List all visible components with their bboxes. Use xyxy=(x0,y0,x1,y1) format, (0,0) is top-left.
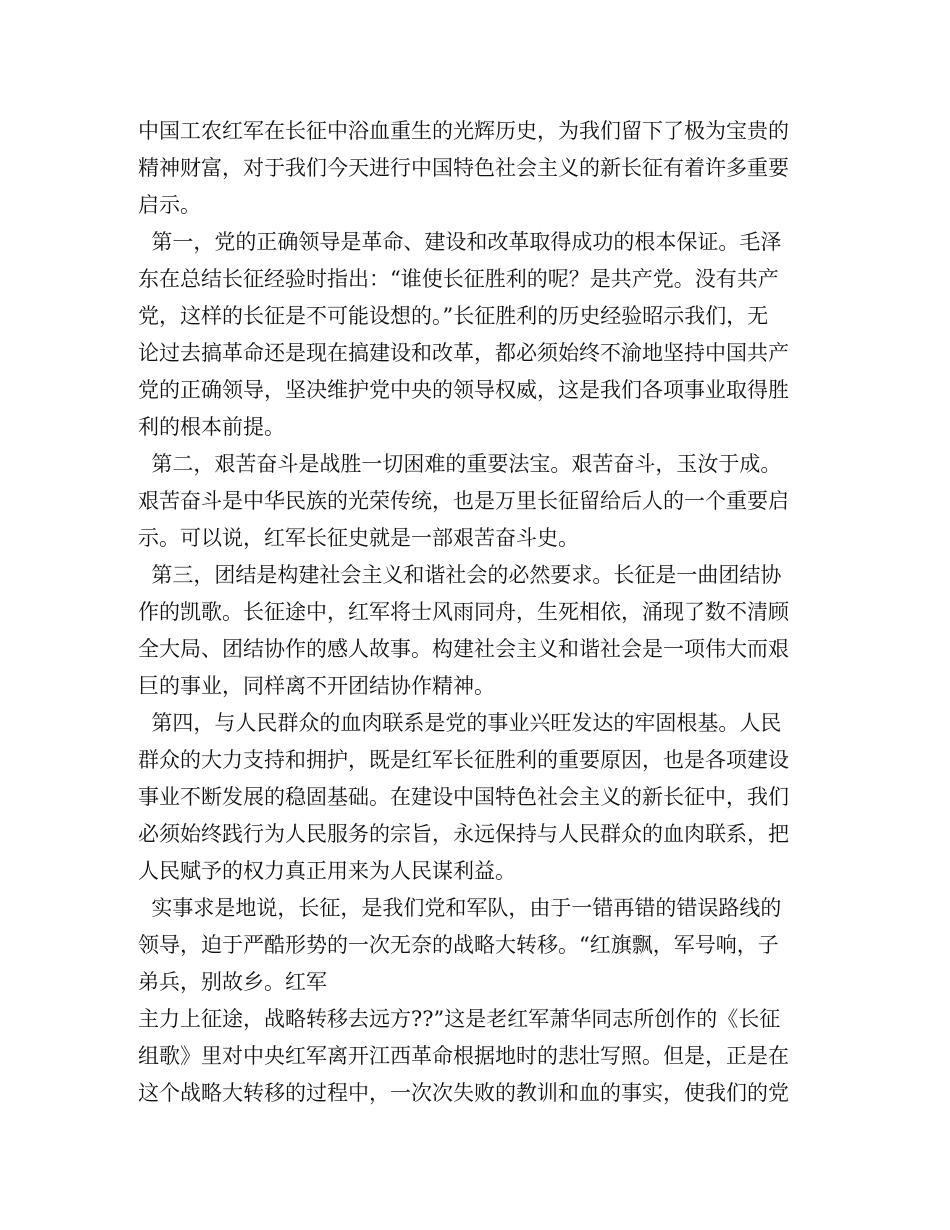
text-line: 第三，团结是构建社会主义和谐社会的必然要求。长征是一曲团结协 xyxy=(138,563,782,587)
text-line: 艰苦奋斗是中华民族的光荣传统，也是万里长征留给后人的一个重要启 xyxy=(138,489,789,513)
text-line: 全大局、团结协作的感人故事。构建社会主义和谐社会是一项伟大而艰 xyxy=(138,637,789,661)
text-line: 示。可以说，红军长征史就是一部艰苦奋斗史。 xyxy=(138,526,579,550)
text-line: 事业不断发展的稳固基础。在建设中国特色社会主义的新长征中，我们 xyxy=(138,785,789,809)
text-line: 东在总结长征经验时指出：“谁使长征胜利的呢？是共产党。没有共产 xyxy=(138,267,779,291)
text-line: 弟兵，别故乡。红军 xyxy=(138,970,327,994)
text-line: 人民赋予的权力真正用来为人民谋利益。 xyxy=(138,859,516,883)
text-line: 主力上征途，战略转移去远方??”这是老红军萧华同志所创作的《长征 xyxy=(138,1007,781,1031)
text-line: 必须始终践行为人民服务的宗旨，永远保持与人民群众的血肉联系，把 xyxy=(138,822,789,846)
text-line: 利的根本前提。 xyxy=(138,415,285,439)
text-line: 这个战略大转移的过程中，一次次失败的教训和血的事实，使我们的党 xyxy=(138,1081,789,1105)
text-line: 论过去搞革命还是现在搞建设和改革，都必须始终不渝地坚持中国共产 xyxy=(138,341,789,365)
text-line: 作的凯歌。长征途中，红军将士风雨同舟，生死相依，涌现了数不清顾 xyxy=(138,600,789,624)
text-line: 启示。 xyxy=(138,193,201,217)
text-line: 中国工农红军在长征中浴血重生的光辉历史，为我们留下了极为宝贵的 xyxy=(138,119,789,143)
text-line: 群众的大力支持和拥护，既是红军长征胜利的重要原因，也是各项建设 xyxy=(138,748,789,772)
text-line: 党，这样的长征是不可能设想的。”长征胜利的历史经验昭示我们，无 xyxy=(138,304,769,328)
text-line: 第二，艰苦奋斗是战胜一切困难的重要法宝。艰苦奋斗，玉汝于成。 xyxy=(138,452,782,476)
text-line: 第四，与人民群众的血肉联系是党的事业兴旺发达的牢固根基。人民 xyxy=(138,711,782,735)
text-line: 组歌》里对中央红军离开江西革命根据地时的悲壮写照。但是，正是在 xyxy=(138,1044,789,1068)
text-line: 领导，迫于严酷形势的一次无奈的战略大转移。“红旗飘，军号响，子 xyxy=(138,933,779,957)
text-line: 巨的事业，同样离不开团结协作精神。 xyxy=(138,674,495,698)
text-line: 党的正确领导，坚决维护党中央的领导权威，这是我们各项事业取得胜 xyxy=(138,378,789,402)
text-line: 实事求是地说，长征，是我们党和军队，由于一错再错的错误路线的 xyxy=(138,896,782,920)
body-text xyxy=(138,113,818,1112)
text-line: 精神财富，对于我们今天进行中国特色社会主义的新长征有着许多重要 xyxy=(138,156,789,180)
text-line: 第一，党的正确领导是革命、建设和改革取得成功的根本保证。毛泽 xyxy=(138,230,782,254)
